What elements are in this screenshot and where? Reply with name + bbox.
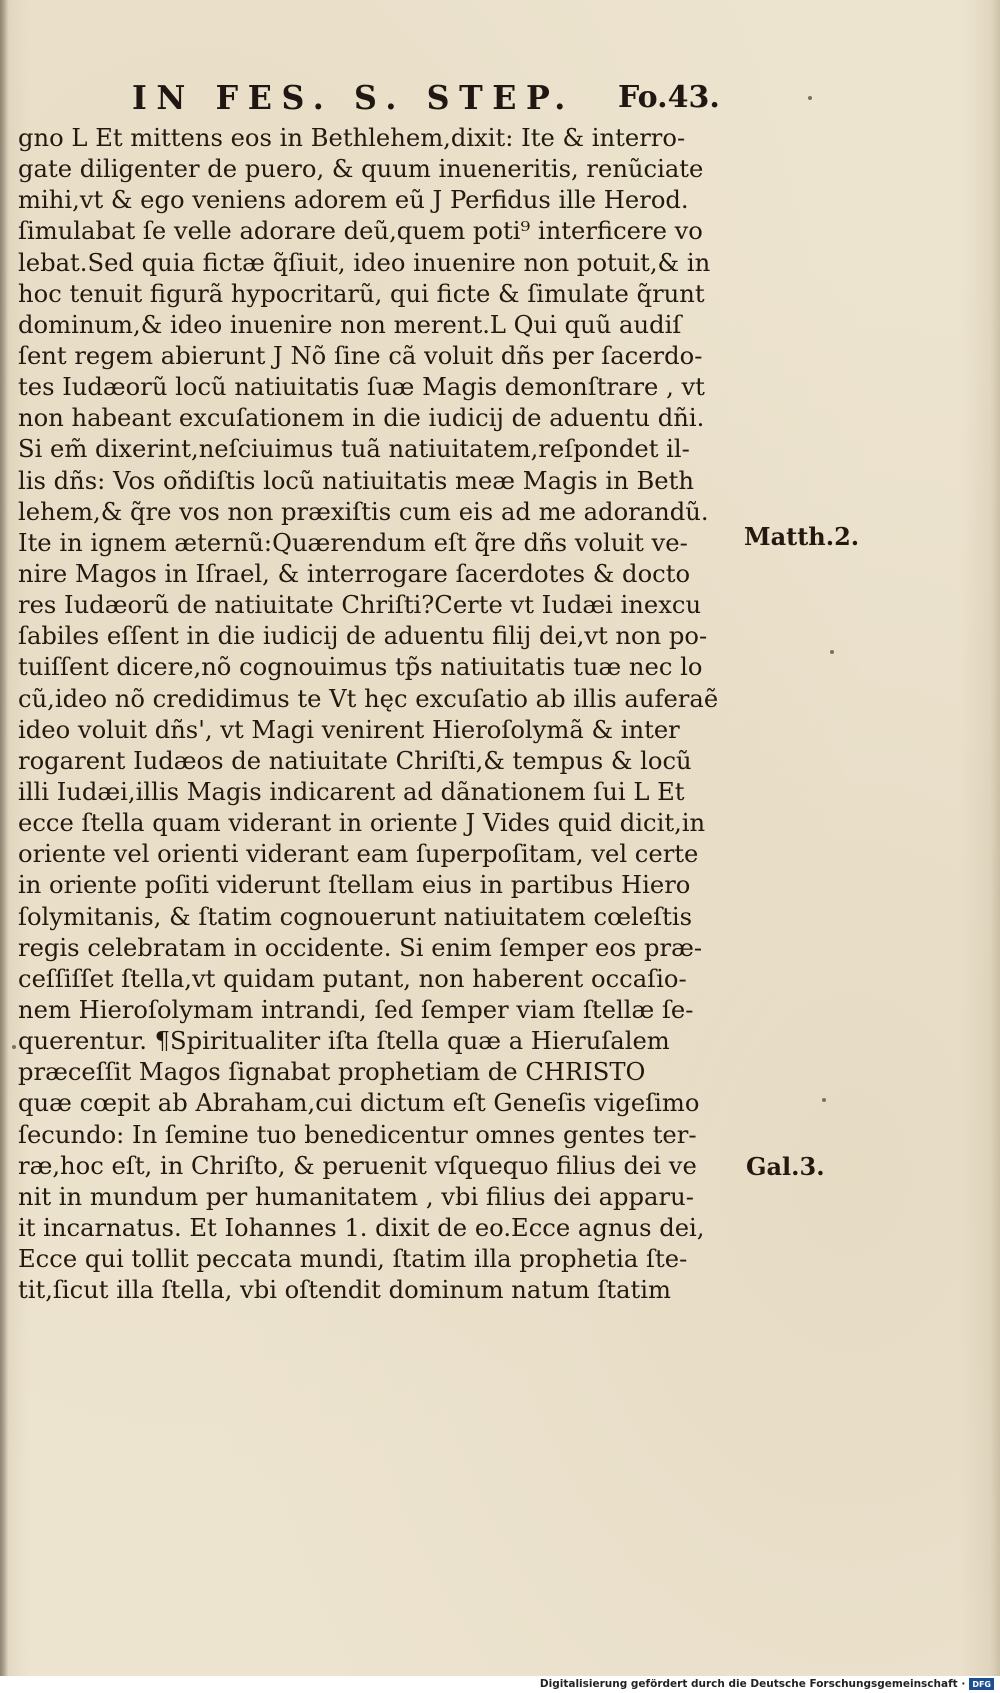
text-line: tuiſſent dicere,nõ cognouimus tp̃s natiuitatis tuæ nec lo	[18, 652, 703, 682]
text-line: rogarent Iudæos de natiuitate Chriſti,& tempus & locũ	[18, 745, 692, 775]
text-line: mihi,vt & ego veniens adorem eũ J Perfidus ille Herod.	[18, 185, 689, 215]
digitization-footer	[540, 1676, 994, 1692]
text-line: dominum,& ideo inuenire non merent.L Qui quũ audiſ	[18, 309, 682, 339]
text-line: ecce ſtella quam viderant in oriente J Vides quid dicit,in	[18, 808, 706, 838]
text-line: ræ,hoc eſt, in Chriſto, & peruenit vſquequo filius dei ve	[18, 1150, 697, 1180]
text-line: nem Hieroſolymam intrandi, ſed ſemper viam ſtellæ ſe-	[18, 994, 694, 1024]
text-line: querentur. ¶Spiritualiter iſta ſtella quæ a Hieruſalem	[18, 1026, 670, 1056]
funding-credit: Digitalisierung gefördert durch die Deutsche Forschungsgemeinschaft ·	[539, 1678, 966, 1690]
text-line: it incarnatus. Et Iohannes 1. dixit de eo.Ecce agnus dei,	[18, 1212, 705, 1242]
text-line: nire Magos in Iſrael, & interrogare ſacerdotes & docto	[18, 558, 691, 588]
text-line: lis dñs: Vos oñdiſtis locũ natiuitatis meæ Magis in Beth	[18, 465, 694, 495]
text-line: hoc tenuit figurã hypocritarũ, qui ficte & ſimulate q̃runt	[18, 278, 705, 308]
paper-speck	[808, 96, 812, 100]
text-line: ſabiles eſſent in die iudicij de aduentu filij dei,vt non po-	[18, 621, 708, 651]
text-line: ſolymitanis, & ſtatim cognouerunt natiuitatem cœleſtis	[18, 901, 692, 931]
paper-speck	[822, 1098, 826, 1102]
dfg-logo: DFG	[969, 1678, 994, 1690]
text-line: lehem,& q̃re vos non præxiſtis cum eis ad me adorandũ.	[18, 496, 709, 526]
body-text-block	[18, 122, 738, 1305]
page-gutter-shadow	[0, 0, 8, 1676]
paper-speck	[830, 650, 834, 654]
text-line: nit in mundum per humanitatem , vbi filius dei apparu-	[18, 1181, 694, 1211]
text-line: cũ,ideo nõ credidimus te Vt hęc excuſatio ab illis auferaẽ	[18, 683, 719, 713]
running-head: IN FES. S. STEP.	[132, 78, 575, 117]
text-line: præceſſit Magos ſignabat prophetiam de CHRISTO	[18, 1057, 646, 1087]
text-line: ceſſiſſet ſtella,vt quidam putant, non haberent occaſio-	[18, 963, 687, 993]
text-line: Si em̃ dixerint,neſciuimus tuã natiuitatem,reſpondet il-	[18, 434, 690, 464]
text-line: ſent regem abierunt J Nõ ſine cã voluit dñs per ſacerdo-	[18, 340, 703, 370]
text-line: tes Iudæorũ locũ natiuitatis ſuæ Magis demonſtrare , vt	[18, 372, 705, 402]
text-line: non habeant excuſationem in die iudicij de aduentu dñi.	[18, 403, 705, 433]
text-line: lebat.Sed quia fictæ q̃ſiuit, ideo inuenire non potuit,& in	[18, 247, 711, 277]
text-line: gno L Et mittens eos in Bethlehem,dixit: Ite & interro-	[18, 123, 686, 152]
text-line: Ecce qui tollit peccata mundi, ſtatim illa prophetia ſte-	[18, 1244, 688, 1274]
margin-note-matthew: Matth.2.	[744, 522, 860, 551]
folio-number: Fo.43.	[618, 80, 720, 115]
text-line: ſimulabat ſe velle adorare deũ,quem poti⁹ interficere vo	[18, 216, 703, 246]
paper-speck	[12, 1045, 16, 1049]
text-line: res Iudæorũ de natiuitate Chriſti?Certe vt Iudæi inexcu	[18, 590, 702, 620]
text-line: regis celebratam in occidente. Si enim ſemper eos præ-	[18, 932, 703, 962]
text-line: quæ cœpit ab Abraham,cui dictum eſt Geneſis vigeſimo	[18, 1088, 700, 1118]
text-line: gate diligenter de puero, & quum inueneritis, renũciate	[18, 154, 704, 184]
text-line: illi Iudæi,illis Magis indicarent ad dãnationem ſui L Et	[18, 776, 685, 806]
text-line: ſecundo: In ſemine tuo benedicentur omnes gentes ter-	[18, 1119, 697, 1149]
text-line: oriente vel orienti viderant eam ſuperpoſitam, vel certe	[18, 839, 699, 869]
text-line: ideo voluit dñs', vt Magi venirent Hieroſolymã & inter	[18, 714, 680, 744]
text-line: in oriente poſiti viderunt ſtellam eius in partibus Hiero	[18, 870, 691, 900]
text-line: Ite in ignem æternũ:Quærendum eſt q̃re dñs voluit ve-	[18, 527, 688, 557]
margin-note-galatians: Gal.3.	[746, 1152, 825, 1181]
text-line: tit,ſicut illa ſtella, vbi oſtendit dominum natum ſtatim	[18, 1275, 671, 1305]
